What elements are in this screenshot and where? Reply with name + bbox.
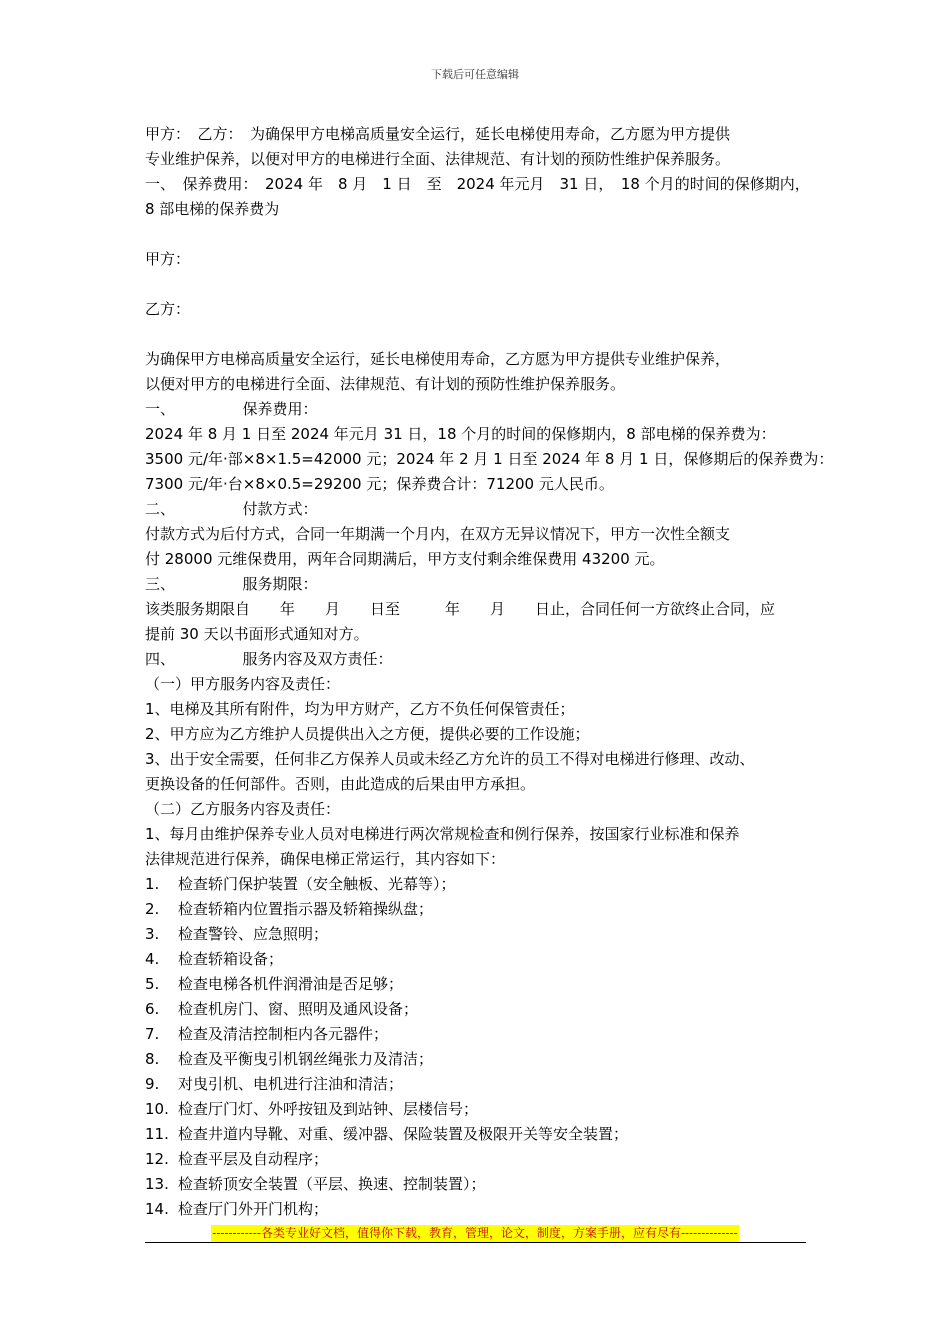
list-item-number: 8. (145, 1050, 160, 1068)
body-line: 为确保甲方电梯高质量安全运行，延长电梯使用寿命，乙方愿为甲方提供专业维护保养， (145, 350, 731, 368)
list-item (145, 897, 825, 922)
list-item-text: 检查厅门外开门机构； (178, 1200, 329, 1218)
subsection-heading-party-a: （一）甲方服务内容及责任： (145, 675, 341, 693)
list-item (145, 1072, 825, 1097)
list-item-number: 13. (145, 1175, 169, 1193)
intro-line: 甲方： 乙方： 为确保甲方电梯高质量安全运行，延长电梯使用寿命，乙方愿为甲方提供 (145, 125, 731, 143)
inspection-checklist (145, 872, 825, 1222)
list-item-text: 检查及清洁控制柜内各元器件； (178, 1025, 389, 1043)
list-item-number: 10. (145, 1100, 169, 1118)
list-item-number: 12. (145, 1150, 169, 1168)
list-item (145, 997, 825, 1022)
list-item (145, 947, 825, 972)
body-line: 1、每月由维护保养专业人员对电梯进行两次常规检查和例行保养，按国家行业标准和保养 (145, 825, 740, 843)
list-item (145, 1022, 825, 1047)
body-line: 法律规范进行保养，确保电梯正常运行，其内容如下： (145, 850, 506, 868)
list-item-text: 检查轿箱设备； (178, 950, 284, 968)
body-line: 2、甲方应为乙方维护人员提供出入之方便，提供必要的工作设施； (145, 725, 590, 743)
list-item-text: 检查机房门、窗、照明及通风设备； (178, 1000, 419, 1018)
list-item-number: 3. (145, 925, 160, 943)
list-item-text: 检查平层及自动程序； (178, 1150, 329, 1168)
list-item-number: 4. (145, 950, 160, 968)
body-line: 付 28000 元维保费用，两年合同期满后，甲方支付剩余维保费用 43200 元。 (145, 550, 665, 568)
list-item-number: 7. (145, 1025, 160, 1043)
subsection-heading-party-b: （二）乙方服务内容及责任： (145, 800, 341, 818)
body-line: 以便对甲方的电梯进行全面、法律规范、有计划的预防性维护保养服务。 (145, 375, 626, 393)
list-item-text: 检查轿箱内位置指示器及轿箱操纵盘； (178, 900, 434, 918)
footer-banner (0, 1222, 950, 1242)
list-item (145, 1047, 825, 1072)
body-line: 付款方式为后付方式，合同一年期满一个月内，在双方无异议情况下，甲方一次性全额支 (145, 525, 731, 543)
list-item (145, 1197, 825, 1222)
body-line: 3、出于安全需要，任何非乙方保养人员或未经乙方允许的员工不得对电梯进行修理、改动、 (145, 750, 755, 768)
list-item (145, 1147, 825, 1172)
body-line: 该类服务期限自 年 月 日至 年 月 日止，合同任何一方欲终止合同，应 (145, 600, 776, 618)
list-item (145, 972, 825, 997)
list-item-number: 14. (145, 1200, 169, 1218)
page-header: 下载后可任意编辑 (431, 68, 519, 81)
list-item-text: 检查井道内导靴、对重、缓冲器、保险装置及极限开关等安全装置； (178, 1125, 629, 1143)
list-item-text: 检查轿门保护装置（安全触板、光幕等）； (178, 875, 456, 893)
section-heading-fee: 一、 保养费用： (145, 400, 318, 418)
list-item (145, 922, 825, 947)
body-line: 2024 年 8 月 1 日至 2024 年元月 31 日，18 个月的时间的保修期内，8 部电梯的保养费为： (145, 425, 776, 443)
intro-line: 8 部电梯的保养费为 (145, 200, 280, 218)
body-line: 3500 元/年·部×8×1.5=42000 元；2024 年 2 月 1 日至 2024 年 8 月 1 日，保修期后的保养费为： (145, 450, 834, 468)
list-item-number: 11. (145, 1125, 169, 1143)
body-line: 1、电梯及其所有附件，均为甲方财产，乙方不负任何保管责任； (145, 700, 575, 718)
list-item-text: 检查及平衡曳引机钢丝绳张力及清洁； (178, 1050, 434, 1068)
body-line: 7300 元/年·台×8×0.5=29200 元；保养费合计：71200 元人民币。 (145, 475, 614, 493)
list-item-text: 对曳引机、电机进行注油和清洁； (178, 1075, 404, 1093)
party-b-label: 乙方： (145, 300, 191, 318)
section-heading-payment: 二、 付款方式： (145, 500, 318, 518)
document-body (145, 122, 834, 1222)
list-item (145, 1122, 825, 1147)
body-line: 提前 30 天以书面形式通知对方。 (145, 625, 369, 643)
list-item-text: 检查轿顶安全装置（平层、换速、控制装置）； (178, 1175, 486, 1193)
section-heading-term: 三、 服务期限： (145, 575, 318, 593)
intro-line: 专业维护保养，以便对甲方的电梯进行全面、法律规范、有计划的预防性维护保养服务。 (145, 150, 731, 168)
list-item-number: 9. (145, 1075, 160, 1093)
footer-banner-text: ------------各类专业好文档，值得你下载，教育，管理，论文，制度，方案手册，应有尽有-------------- (212, 1226, 738, 1240)
section-heading-duties: 四、 服务内容及双方责任： (145, 650, 393, 668)
body-line: 更换设备的任何部件。否则，由此造成的后果由甲方承担。 (145, 775, 536, 793)
list-item (145, 872, 825, 897)
list-item-text: 检查电梯各机件润滑油是否足够； (178, 975, 404, 993)
list-item (145, 1097, 825, 1122)
list-item (145, 1172, 825, 1197)
footer-divider (145, 1242, 806, 1243)
list-item-number: 5. (145, 975, 160, 993)
list-item-number: 6. (145, 1000, 160, 1018)
list-item-text: 检查警铃、应急照明； (178, 925, 329, 943)
list-item-text: 检查厅门灯、外呼按钮及到站钟、层楼信号； (178, 1100, 479, 1118)
intro-line: 一、 保养费用： 2024 年 8 月 1 日 至 2024 年元月 31 日， 18 个月的时间的保修期内， (145, 175, 810, 193)
list-item-number: 2. (145, 900, 160, 918)
party-a-label: 甲方： (145, 250, 191, 268)
list-item-number: 1. (145, 875, 160, 893)
